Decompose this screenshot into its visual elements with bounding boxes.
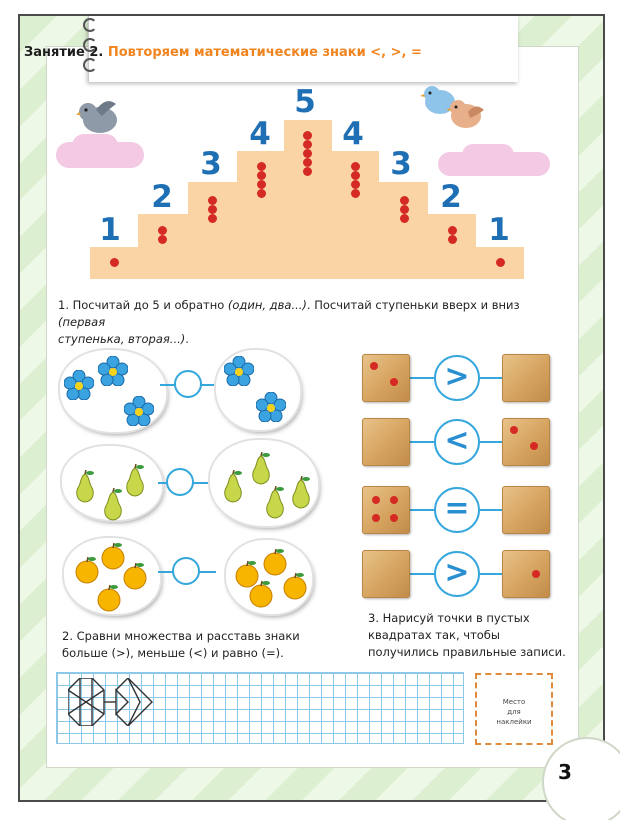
square-dot <box>510 426 518 434</box>
apple-icon <box>96 584 122 616</box>
stair-dot <box>257 162 266 171</box>
task1-hint2: (первая <box>58 315 106 329</box>
stair-dot <box>158 235 167 244</box>
square-dot <box>530 442 538 450</box>
comparison-answer-circle[interactable] <box>174 370 202 398</box>
task3-line1: 3. Нарисуй точки в пустых <box>368 611 530 625</box>
comparison-answer-circle[interactable] <box>166 468 194 496</box>
task1-text-end: . <box>185 332 189 346</box>
stair-dot <box>400 205 409 214</box>
stair-dot <box>400 196 409 205</box>
flower-icon <box>256 392 286 426</box>
comparison-sign: > <box>434 551 480 597</box>
apple-icon <box>248 580 274 612</box>
stair-dot <box>448 226 457 235</box>
stair-step <box>138 214 476 248</box>
stair-dot <box>351 180 360 189</box>
stair-dot <box>208 196 217 205</box>
stair-number: 5 <box>294 84 316 120</box>
stair-dot <box>496 258 505 267</box>
stair-number: 3 <box>390 146 412 182</box>
task1-text-plain: 1. Посчитай до 5 и обратно <box>58 298 228 312</box>
wooden-square-left[interactable] <box>362 550 410 598</box>
wooden-square-right <box>502 550 550 598</box>
task1-text <box>58 297 558 348</box>
stair-dot <box>257 180 266 189</box>
wooden-square-left <box>362 354 410 402</box>
stair-dot <box>208 205 217 214</box>
task2-text <box>62 628 352 662</box>
task3-line2: квадратах так, чтобы <box>368 628 500 642</box>
sticker-line2: для <box>507 708 521 716</box>
square-dot <box>390 496 398 504</box>
comparison-sign: < <box>434 419 480 465</box>
wooden-square-right[interactable] <box>502 486 550 534</box>
arrow-fish-figure <box>68 678 178 726</box>
task2-line2: больше (>), меньше (<) и равно (=). <box>62 646 284 660</box>
stair-number: 2 <box>151 179 173 215</box>
flower-icon <box>98 356 128 390</box>
wooden-square-left[interactable] <box>362 418 410 466</box>
pear-icon <box>248 452 274 490</box>
wooden-square-right <box>502 418 550 466</box>
stair-dot <box>351 162 360 171</box>
stair-number: 3 <box>200 146 222 182</box>
task3-text <box>368 610 568 661</box>
sticker-line3: наклейки <box>496 718 532 726</box>
stair-dot <box>303 158 312 167</box>
task2-line1: 2. Сравни множества и расставь знаки <box>62 629 300 643</box>
stair-dot <box>303 149 312 158</box>
pear-icon <box>262 486 288 524</box>
task1-text-middle: . Посчитай ступеньки вверх и вниз <box>306 298 520 312</box>
task1-hint1: (один, два...) <box>227 298 307 312</box>
sticker-placeholder[interactable] <box>475 673 553 745</box>
stair-dot <box>351 189 360 198</box>
square-dot <box>390 378 398 386</box>
stair-step <box>90 247 524 279</box>
wooden-square-right[interactable] <box>502 354 550 402</box>
stair-dot <box>303 131 312 140</box>
drawing-grid[interactable] <box>56 672 464 744</box>
square-dot <box>370 362 378 370</box>
comparison-answer-circle[interactable] <box>172 557 200 585</box>
square-dot <box>372 514 380 522</box>
lesson-label: Занятие 2. <box>24 45 104 60</box>
pear-icon <box>122 464 148 502</box>
stair-dot <box>303 167 312 176</box>
task1-hint2-line2: ступенька, вторая...) <box>58 332 186 346</box>
pear-icon <box>72 470 98 508</box>
wooden-square-left <box>362 486 410 534</box>
pear-icon <box>220 470 246 508</box>
stair-dot <box>303 140 312 149</box>
flower-icon <box>124 396 154 430</box>
task3-line3: получились правильные записи. <box>368 645 566 659</box>
stair-number: 4 <box>342 116 364 152</box>
stair-number: 4 <box>249 116 271 152</box>
stair-number: 1 <box>488 212 510 248</box>
apple-icon <box>122 562 148 594</box>
flower-icon <box>224 356 254 390</box>
flower-icon <box>64 370 94 404</box>
square-dot <box>532 570 540 578</box>
apple-icon <box>282 572 308 604</box>
stair-dot <box>158 226 167 235</box>
sticker-line1: Место <box>502 698 526 706</box>
comparison-sign: > <box>434 355 480 401</box>
stair-dot <box>110 258 119 267</box>
lesson-topic: Повторяем математические знаки <, >, = <box>107 45 422 60</box>
square-dot <box>372 496 380 504</box>
stair-dot <box>351 171 360 180</box>
stair-dot <box>208 214 217 223</box>
square-dot <box>390 514 398 522</box>
comparison-sign: = <box>434 487 480 533</box>
pear-icon <box>288 476 314 514</box>
stair-dot <box>257 171 266 180</box>
stair-dot <box>400 214 409 223</box>
stair-dot <box>257 189 266 198</box>
stair-number: 1 <box>99 212 121 248</box>
stair-number: 2 <box>440 179 462 215</box>
stair-dot <box>448 235 457 244</box>
page-number: 3 <box>558 760 572 784</box>
stair-step <box>188 182 428 215</box>
